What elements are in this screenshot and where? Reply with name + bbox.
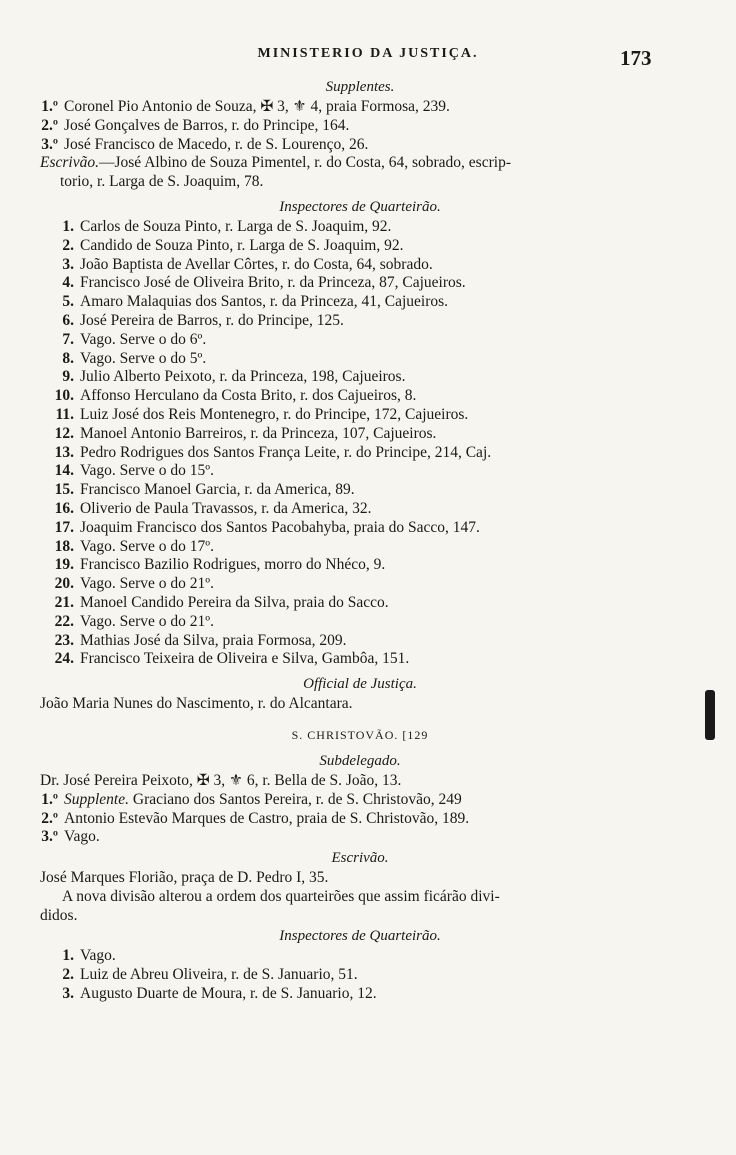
item-number: 23. (54, 631, 74, 649)
list-item (40, 406, 680, 425)
page-number: 173 (620, 46, 652, 70)
item-number: 2.º (41, 116, 58, 134)
escrivao-text: —José Albino de Souza Pimentel, r. do Costa, 64, sobrado, escrip- (98, 154, 511, 172)
list-item (40, 650, 680, 669)
list-item (40, 519, 680, 538)
item-text: Oliverio de Paula Travassos, r. da America, 32. (80, 499, 372, 517)
item-number: 10. (54, 387, 74, 405)
item-number: 22. (54, 612, 74, 630)
item-text: Francisco Bazilio Rodrigues, morro do Nhéco, 9. (80, 556, 386, 574)
item-number: 3. (62, 985, 74, 1003)
list-item (40, 117, 680, 136)
list-item (40, 312, 680, 331)
supplente-label: Supplente. (64, 790, 129, 808)
list-item (40, 256, 680, 275)
item-text: Vago. Serve o do 21º. (80, 612, 214, 630)
list-item (40, 632, 680, 651)
list-item (40, 500, 680, 519)
note-paragraph: A nova divisão alterou a ordem dos quarteirões que assim ficárão divi- (62, 887, 500, 905)
item-number: 2.º (41, 809, 58, 827)
section-heading-sao-christovao: S. CHRISTOVÃO. [129 (291, 727, 429, 742)
list-item (40, 368, 680, 387)
item-text: Vago. Serve o do 6º. (80, 330, 207, 348)
item-number: 1. (62, 217, 74, 235)
item-text: José Pereira de Barros, r. do Principe, 125. (80, 311, 344, 329)
escrivao-text: José Marques Florião, praça de D. Pedro I, 35. (40, 869, 329, 887)
item-number: 15. (54, 481, 74, 499)
item-number: 8. (62, 349, 74, 367)
supplentes-heading: Supplentes. (325, 79, 395, 95)
item-text: Joaquim Francisco dos Santos Pacobahyba, praia do Sacco, 147. (80, 518, 480, 536)
item-text: Vago. Serve o do 5º. (80, 349, 207, 367)
item-text: Mathias José da Silva, praia Formosa, 209. (80, 631, 347, 649)
item-number: 21. (54, 593, 74, 611)
list-item (40, 947, 680, 966)
subdelegado-heading: Subdelegado. (319, 752, 401, 769)
item-number: 3.º (41, 828, 58, 846)
item-text: Augusto Duarte de Moura, r. de S. Januario, 12. (80, 985, 377, 1003)
item-text: Vago. (80, 947, 116, 965)
page-body (40, 76, 680, 1004)
item-text: Francisco Teixeira de Oliveira e Silva, Gambôa, 151. (80, 650, 410, 668)
note-paragraph-continuation: didos. (40, 906, 78, 924)
item-number: 1.º (41, 98, 58, 115)
inspectores-heading-2: Inspectores de Quarteirão. (279, 928, 441, 945)
list-item (40, 350, 680, 369)
item-text: Julio Alberto Peixoto, r. da Princeza, 198, Cajueiros. (80, 368, 406, 386)
item-number: 13. (54, 443, 74, 461)
item-text: Vago. (64, 828, 100, 846)
list-item (40, 556, 680, 575)
item-number: 11. (55, 405, 74, 423)
item-text: Pedro Rodrigues dos Santos França Leite, r. do Principe, 214, Caj. (80, 443, 492, 461)
list-item (40, 218, 680, 237)
list-item (40, 444, 680, 463)
item-text: Francisco Manoel Garcia, r. da America, 89. (80, 481, 355, 499)
item-number: 2. (62, 966, 74, 984)
item-text: Amaro Malaquias dos Santos, r. da Princeza, 41, Cajueiros. (80, 293, 449, 311)
scan-artifact (705, 690, 715, 740)
item-text: Vago. Serve o do 21º. (80, 575, 214, 593)
item-text: Graciano dos Santos Pereira, r. de S. Christovão, 249 (129, 790, 462, 808)
escrivao-label: Escrivão. (40, 154, 99, 172)
list-item (40, 136, 680, 155)
escrivao-entry (40, 154, 680, 173)
item-number: 19. (54, 556, 74, 574)
subdelegado-text: Dr. José Pereira Peixoto, ✠ 3, ⚜ 6, r. Bella de S. João, 13. (40, 771, 402, 789)
list-item (40, 594, 680, 613)
escrivao-continuation: torio, r. Larga de S. Joaquim, 78. (60, 173, 264, 191)
item-number: 3. (62, 255, 74, 273)
item-text: José Gonçalves de Barros, r. do Principe, 164. (64, 116, 350, 134)
item-number: 7. (62, 330, 74, 348)
item-number: 4. (62, 274, 74, 292)
escrivao-heading: Escrivão. (331, 850, 389, 867)
list-item (40, 985, 680, 1004)
item-text: Coronel Pio Antonio de Souza, ✠ 3, ⚜ 4, praia Formosa, 239. (64, 98, 450, 115)
list-item (40, 791, 680, 810)
item-number: 17. (54, 518, 74, 536)
official-heading: Official de Justiça. (303, 676, 417, 693)
list-item (40, 274, 680, 293)
item-text: Francisco José de Oliveira Brito, r. da Princeza, 87, Cajueiros. (80, 274, 466, 292)
inspectores-list (40, 218, 680, 669)
list-item (40, 425, 680, 444)
item-text: Vago. Serve o do 15º. (80, 462, 214, 480)
item-number: 20. (54, 575, 74, 593)
item-text: Candido de Souza Pinto, r. Larga de S. Joaquim, 92. (80, 236, 404, 254)
item-number: 16. (54, 499, 74, 517)
item-number: 2. (62, 236, 74, 254)
list-item (40, 828, 680, 847)
item-text: Manoel Candido Pereira da Silva, praia do Sacco. (80, 593, 389, 611)
item-text: Antonio Estevão Marques de Castro, praia de S. Christovão, 189. (64, 809, 470, 827)
inspectores-heading: Inspectores de Quarteirão. (279, 198, 441, 215)
list-item (40, 387, 680, 406)
list-item (40, 575, 680, 594)
item-number: 6. (62, 311, 74, 329)
item-text: Luiz de Abreu Oliveira, r. de S. Januario, 51. (80, 966, 358, 984)
list-item (40, 481, 680, 500)
item-number: 24. (54, 650, 74, 668)
list-item (40, 331, 680, 350)
list-item (40, 462, 680, 481)
item-number: 14. (54, 462, 74, 480)
item-number: 9. (62, 368, 74, 386)
item-text: José Francisco de Macedo, r. de S. Lourenço, 26. (64, 135, 369, 153)
list-item (40, 810, 680, 829)
item-text: João Baptista de Avellar Côrtes, r. do Costa, 64, sobrado. (80, 255, 433, 273)
item-number: 1.º (41, 790, 58, 808)
item-number: 3.º (41, 135, 58, 153)
item-text: Affonso Herculano da Costa Brito, r. dos Cajueiros, 8. (80, 387, 417, 405)
item-text: Carlos de Souza Pinto, r. Larga de S. Joaquim, 92. (80, 217, 392, 235)
list-item (40, 613, 680, 632)
list-item (40, 98, 680, 117)
list-item (40, 293, 680, 312)
list-item (40, 966, 680, 985)
official-text: João Maria Nunes do Nascimento, r. do Alcantara. (40, 695, 353, 713)
item-number: 18. (54, 537, 74, 555)
item-text: Luiz José dos Reis Montenegro, r. do Principe, 172, Cajueiros. (80, 405, 469, 423)
list-item (40, 237, 680, 256)
item-number: 1. (62, 947, 74, 965)
item-text: Manoel Antonio Barreiros, r. da Princeza, 107, Cajueiros. (80, 424, 437, 442)
running-header: MINISTERIO DA JUSTIÇA. (257, 46, 479, 61)
item-number: 5. (62, 293, 74, 311)
list-item (40, 538, 680, 557)
item-number: 12. (54, 424, 74, 442)
item-text: Vago. Serve o do 17º. (80, 537, 214, 555)
